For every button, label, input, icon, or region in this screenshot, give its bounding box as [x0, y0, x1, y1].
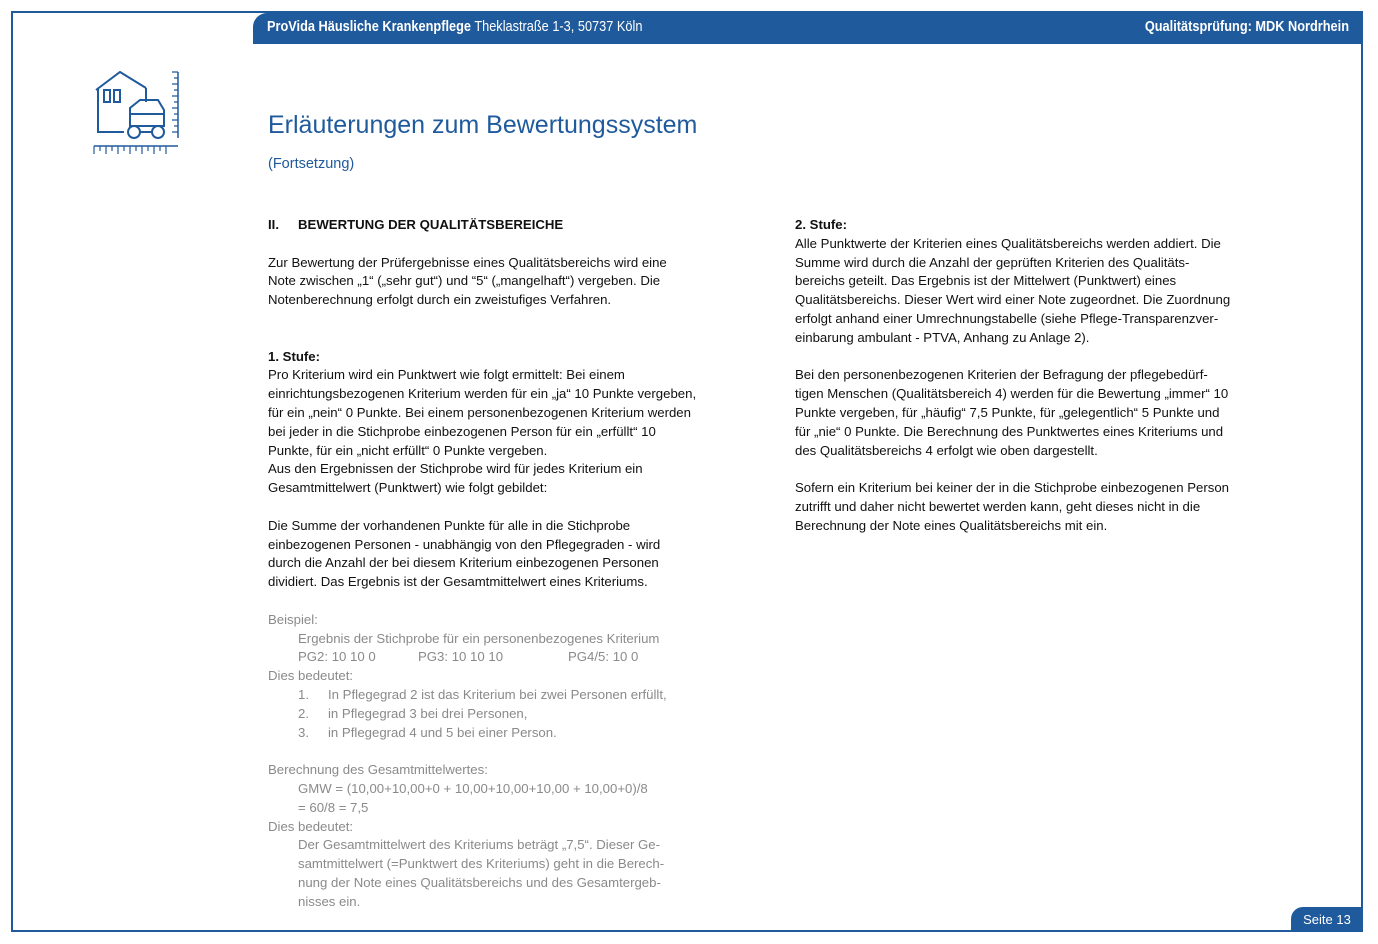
example-block — [268, 611, 718, 912]
para2-line: für „nie“ 0 Punkte. Die Berechnung des Punktwertes eines Kriteriums und — [795, 423, 1224, 439]
sum-line: einbezogenen Personen - unabhängig von den Pflegegraden - wird — [268, 536, 661, 552]
intro-line: Notenberechnung erfolgt durch ein zweistufiges Verfahren. — [268, 292, 612, 308]
stage1-line: einrichtungsbezogenen Kriterium werden für ein „ja“ 10 Punkte vergeben, — [268, 386, 697, 402]
section-heading — [268, 216, 718, 235]
list-text: in Pflegegrad 3 bei drei Personen, — [328, 705, 528, 721]
calc-line: = 60/8 = 7,5 — [298, 799, 369, 815]
sum-line: durch die Anzahl der bei diesem Kriterium einbezogenen Personen — [268, 555, 659, 571]
section-title: BEWERTUNG DER QUALITÄTSBEREICHE — [298, 217, 564, 232]
stage1-line: für ein „nein“ 0 Punkte. Bei einem personenbezogenen Kriterium werden — [268, 404, 691, 420]
example-label: Beispiel: — [268, 611, 318, 627]
para3-line: Berechnung der Note eines Qualitätsbereichs mit ein. — [795, 517, 1108, 533]
house-with-forklift-icon — [90, 66, 186, 158]
meaning2-label: Dies bedeutet: — [268, 818, 354, 834]
stage1-line: Pro Kriterium wird ein Punktwert wie folgt ermittelt: Bei einem — [268, 367, 625, 383]
stage2-line: Summe wird durch die Anzahl der geprüften Kriterien des Qualitäts- — [795, 254, 1190, 270]
sum-line: dividiert. Das Ergebnis ist der Gesamtmittelwert eines Kriteriums. — [268, 574, 648, 590]
stage1-line: Gesamtmittelwert (Punktwert) wie folgt gebildet: — [268, 480, 548, 496]
stage2-line: einbarung ambulant - PTVA, Anhang zu Anlage 2). — [795, 329, 1090, 345]
list-text: In Pflegegrad 2 ist das Kriterium bei zwei Personen erfüllt, — [328, 686, 667, 702]
para2-line: Punkte vergeben, für „häufig“ 7,5 Punkte, für „gelegentlich“ 5 Punkte und — [795, 404, 1220, 420]
intro-line: Note zwischen „1“ („sehr gut“) und “5“ („mangelhaft“) vergeben. Die — [268, 273, 661, 289]
stage2-line: Qualitätsbereichs. Dieser Wert wird einer Note zugeordnet. Die Zuordnung — [795, 292, 1231, 308]
stage1-line: Punkte, für ein „nicht erfüllt“ 0 Punkte vergeben. — [268, 442, 548, 458]
stage2-line: bereichs geteilt. Das Ergebnis ist der Mittelwert (Punktwert) eines — [795, 273, 1177, 289]
calc-line: GMW = (10,00+10,00+0 + 10,00+10,00+10,00 + 10,00+0)/8 — [298, 780, 648, 796]
list-number: 2. — [298, 705, 309, 721]
list-item — [268, 724, 718, 743]
para3-line: Sofern ein Kriterium bei keiner der in die Stichprobe einbezogenen Person — [795, 480, 1229, 496]
para2-line: Bei den personenbezogenen Kriterien der Befragung der pflegebedürf- — [795, 367, 1208, 383]
list-number: 1. — [298, 686, 309, 702]
calc-label: Berechnung des Gesamtmittelwertes: — [268, 762, 488, 778]
stage2-line: Alle Punktwerte der Kriterien eines Qualitätsbereichs werden addiert. Die — [795, 235, 1221, 251]
meaning2-line: samtmittelwert (=Punktwert des Kriteriums) geht in die Berech- — [298, 856, 665, 872]
list-item — [268, 686, 718, 705]
list-item — [268, 705, 718, 724]
meaning-label: Dies bedeutet: — [268, 668, 354, 684]
para2-line: tigen Menschen (Qualitätsbereich 4) werden für die Bewertung „immer“ 10 — [795, 386, 1229, 402]
stage1-heading: 1. Stufe: — [268, 348, 321, 364]
sum-line: Die Summe der vorhandenen Punkte für alle in die Stichprobe — [268, 517, 631, 533]
right-column — [795, 216, 1245, 536]
header-bar — [253, 13, 1363, 44]
stage2-line: erfolgt anhand einer Umrechnungstabelle (siehe Pflege-Transparenzver- — [795, 310, 1219, 326]
meaning2-line: nung der Note eines Qualitätsbereichs und des Gesamtergeb- — [298, 874, 661, 890]
organization-address: Theklastraße 1-3, 50737 Köln — [474, 19, 643, 35]
left-column — [268, 216, 718, 911]
list-text: in Pflegegrad 4 und 5 bei einer Person. — [328, 724, 557, 740]
page-number-badge: Seite 13 — [1291, 907, 1363, 932]
pg-value: PG2: 10 10 0 — [298, 649, 376, 665]
header-right-label: Qualitätsprüfung: MDK Nordrhein — [1144, 19, 1349, 35]
page-subtitle: (Fortsetzung) — [268, 156, 355, 172]
list-number: 3. — [298, 724, 309, 740]
pg-value: PG4/5: 10 0 — [568, 649, 639, 665]
para3-line: zutrifft und daher nicht bewertet werden kann, geht dieses nicht in die — [795, 498, 1201, 514]
stage1-line: Aus den Ergebnissen der Stichprobe wird für jedes Kriterium ein — [268, 461, 643, 477]
example-text: Ergebnis der Stichprobe für ein personenbezogenes Kriterium — [298, 630, 660, 646]
para2-line: des Qualitätsbereichs 4 erfolgt wie oben dargestellt. — [795, 442, 1098, 458]
section-number: II. — [268, 217, 279, 232]
header-left — [267, 19, 642, 35]
pg-value: PG3: 10 10 10 — [418, 649, 504, 665]
intro-line: Zur Bewertung der Prüfergebnisse eines Qualitätsbereichs wird eine — [268, 254, 667, 270]
organization-name: ProVida Häusliche Krankenpflege — [267, 19, 471, 35]
meaning2-line: Der Gesamtmittelwert des Kriteriums beträgt „7,5“. Dieser Ge- — [298, 837, 661, 853]
stage1-line: bei jeder in die Stichprobe einbezogenen Person für ein „erfüllt“ 10 — [268, 423, 656, 439]
stage2-heading: 2. Stufe: — [795, 217, 848, 232]
meaning2-line: nisses ein. — [298, 893, 361, 909]
pg-values-row — [268, 648, 718, 667]
page-title: Erläuterungen zum Bewertungssystem — [268, 111, 698, 139]
